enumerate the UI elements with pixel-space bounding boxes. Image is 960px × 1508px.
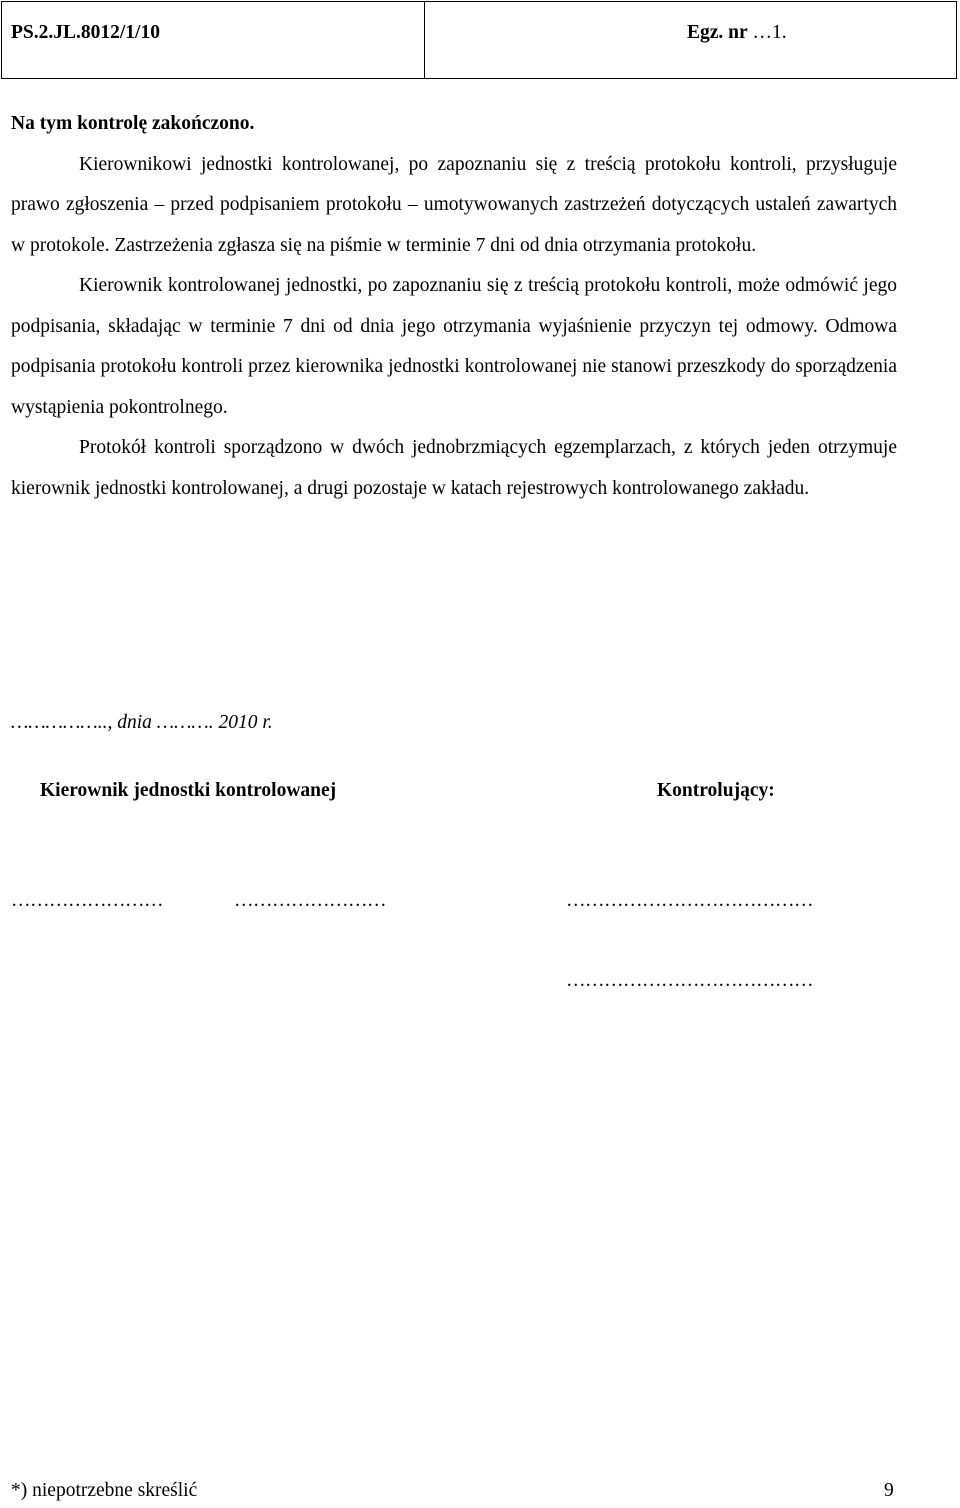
signature-label-manager: Kierownik jednostki kontrolowanej — [40, 780, 337, 801]
paragraph-refusal: Kierownik kontrolowanej jednostki, po zapoznaniu się z treścią protokołu kontroli, może odmówić jego podpisania, składając w terminie 7 dni od dnia jego otrzymania wyjaśnienie przyczyn tej odmowy. Odmowa podpisania protokołu kontroli przez kierownika jednostki kontrolowanej nie stanowi przeszkody do sporządzenia wystąpienia pokontrolnego. — [11, 275, 897, 418]
signature-line-inspector-1: ………………………………… — [566, 890, 813, 911]
closing-statement: Na tym kontrolę zakończono. — [11, 113, 255, 134]
footnote: *) niepotrzebne skreślić — [11, 1480, 198, 1501]
signature-line-manager-1: …………………… — [11, 890, 163, 911]
copy-label: Egz. nr — [687, 22, 748, 43]
signature-label-inspector: Kontrolujący: — [657, 780, 775, 801]
document-body — [11, 104, 897, 509]
date-line: …………….., dnia ………. 2010 r. — [11, 712, 273, 733]
document-header — [1, 1, 957, 79]
page-number: 9 — [884, 1480, 894, 1501]
paragraph-copies: Protokół kontroli sporządzono w dwóch jednobrzmiących egzemplarzach, z których jeden otrzymuje kierownik jednostki kontrolowanej, a drugi pozostaje w katach rejestrowych kontrolowanego zakładu. — [11, 437, 897, 499]
document-reference: PS.2.JL.8012/1/10 — [11, 22, 160, 43]
signature-line-manager-2: …………………… — [234, 890, 386, 911]
signature-line-inspector-2: ………………………………… — [566, 970, 813, 991]
paragraph-objections: Kierownikowi jednostki kontrolowanej, po zapoznaniu się z treścią protokołu kontroli, przysługuje prawo zgłoszenia – przed podpisaniem protokołu – umotywowanych zastrzeżeń dotyczących ustaleń zawartych w protokole. Zastrzeżenia zgłasza się na piśmie w terminie 7 dni od dnia otrzymania protokołu. — [11, 153, 897, 256]
header-divider — [424, 2, 425, 78]
copy-number-value: …1. — [747, 22, 787, 43]
copy-number — [687, 22, 787, 44]
